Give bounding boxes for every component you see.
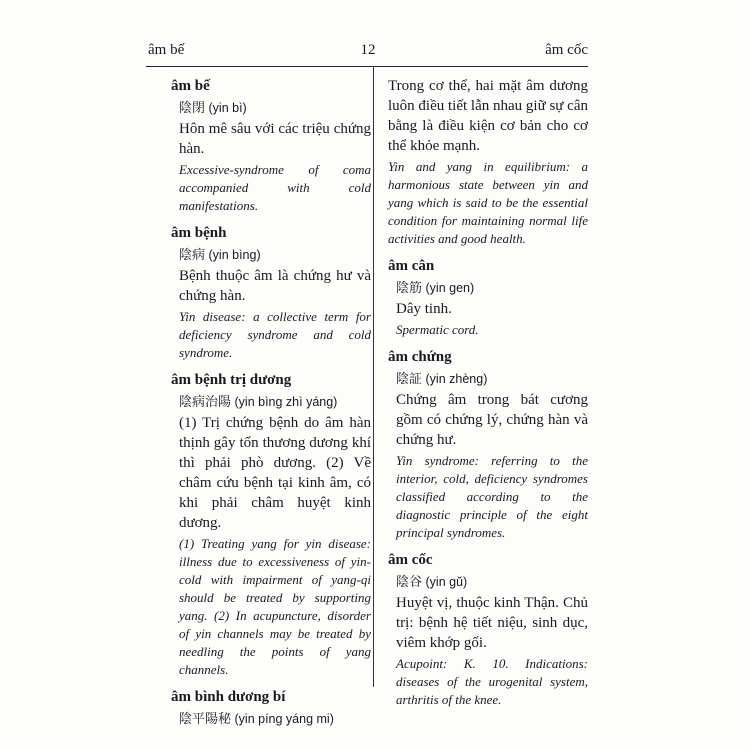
entry-chinese: 陰閉: [179, 101, 206, 116]
entry-headword: âm bình dương bí: [171, 689, 286, 705]
entry-vietnamese: Huyệt vị, thuộc kinh Thận. Chủ trị: bệnh hệ tiết niệu, sinh dục, viêm khớp gối.: [396, 595, 588, 651]
right-column: [388, 76, 588, 717]
entry-english: Excessive-syndrome of coma accompanied with cold manifestations.: [179, 162, 371, 213]
page-number: 12: [360, 42, 376, 58]
entry-vietnamese: Bệnh thuộc âm là chứng hư và chứng hàn.: [179, 268, 371, 304]
entry-vietnamese: (1) Trị chứng bệnh do âm hàn thịnh gây tổn thương dương khí thì phải phò dương. (2) Về châm cứu bệnh tại kinh âm, có khi phải châm huyệt kinh dương.: [179, 415, 371, 531]
entry-chinese-line: [171, 392, 371, 413]
entry-chinese-line: [171, 98, 371, 119]
entry-chinese-line: [388, 278, 588, 299]
entry-headword: âm bệnh: [171, 225, 227, 241]
entry-pinyin: (yin píng yáng mi): [234, 712, 334, 726]
entry-chinese: 陰病: [179, 248, 206, 263]
guide-word-left: âm bế: [148, 42, 185, 58]
header-rule: [146, 66, 588, 67]
entry-headword: âm cốc: [388, 552, 433, 568]
entry-english: Spermatic cord.: [396, 322, 479, 337]
entry-pinyin: (yin gen): [425, 281, 475, 295]
entry-headword: âm bế: [171, 78, 210, 94]
dictionary-entry: [388, 550, 588, 709]
entry-headword: âm cân: [388, 258, 435, 274]
entry-headword: âm bệnh trị dương: [171, 372, 292, 388]
entry-pinyin: (yin bì): [208, 101, 247, 115]
running-head: [148, 42, 588, 64]
column-divider: [373, 67, 374, 687]
entry-chinese: 陰谷: [396, 575, 423, 590]
entry-chinese-line: [388, 572, 588, 593]
dictionary-entry: [171, 687, 371, 730]
entry-chinese-line: [171, 709, 371, 730]
entry-chinese: 陰平陽秘: [179, 712, 232, 727]
dictionary-entry: [171, 370, 371, 679]
dictionary-entry: [388, 256, 588, 339]
entry-chinese: 陰病治陽: [179, 395, 232, 410]
entry-chinese: 陰証: [396, 372, 423, 387]
entry-english: Yin disease: a collective term for deficiency syndrome and cold syndrome.: [179, 309, 371, 360]
entry-english: (1) Treating yang for yin disease: illness due to excessiveness of yin-cold with impairment of yang-qi should be treated by supporting yang. (2) In acupuncture, disorder of yin channels may be treated by needling the points of yang channels.: [179, 536, 371, 677]
entry-chinese: 陰筋: [396, 281, 423, 296]
entry-pinyin: (yin zhèng): [425, 372, 488, 386]
entry-english: Yin and yang in equilibrium: a harmonious state between yin and yang which is said to be the essential condition for maintaining normal life activities and good health.: [388, 159, 588, 246]
entry-vietnamese: Hôn mê sâu với các triệu chứng hàn.: [179, 121, 371, 157]
entry-vietnamese: Trong cơ thể, hai mặt âm dương luôn điều tiết lẫn nhau giữ sự cân bằng là điều kiện cơ bản cho cơ thể khỏe mạnh.: [388, 78, 588, 154]
entry-chinese-line: [171, 245, 371, 266]
entry-continuation: [388, 76, 588, 248]
entry-headword: âm chứng: [388, 349, 452, 365]
dictionary-entry: [171, 76, 371, 215]
entry-pinyin: (yin gŭ): [425, 575, 468, 589]
guide-word-right: âm cốc: [545, 42, 588, 58]
entry-pinyin: (yin bìng): [208, 248, 261, 262]
entry-chinese-line: [388, 369, 588, 390]
entry-english: Acupoint: K. 10. Indications: diseases of the urogenital system, arthritis of the knee.: [396, 656, 588, 707]
left-column: [171, 76, 371, 738]
dictionary-entry: [388, 347, 588, 542]
entry-vietnamese: Dây tinh.: [396, 301, 452, 317]
entry-english: Yin syndrome: referring to the interior, cold, deficiency syndromes classified according to the diagnostic principle of the eight principal syndromes.: [396, 453, 588, 540]
entry-pinyin: (yin bìng zhì yáng): [234, 395, 338, 409]
entry-vietnamese: Chứng âm trong bát cương gồm có chứng lý, chứng hàn và chứng hư.: [396, 392, 588, 448]
dictionary-entry: [171, 223, 371, 362]
